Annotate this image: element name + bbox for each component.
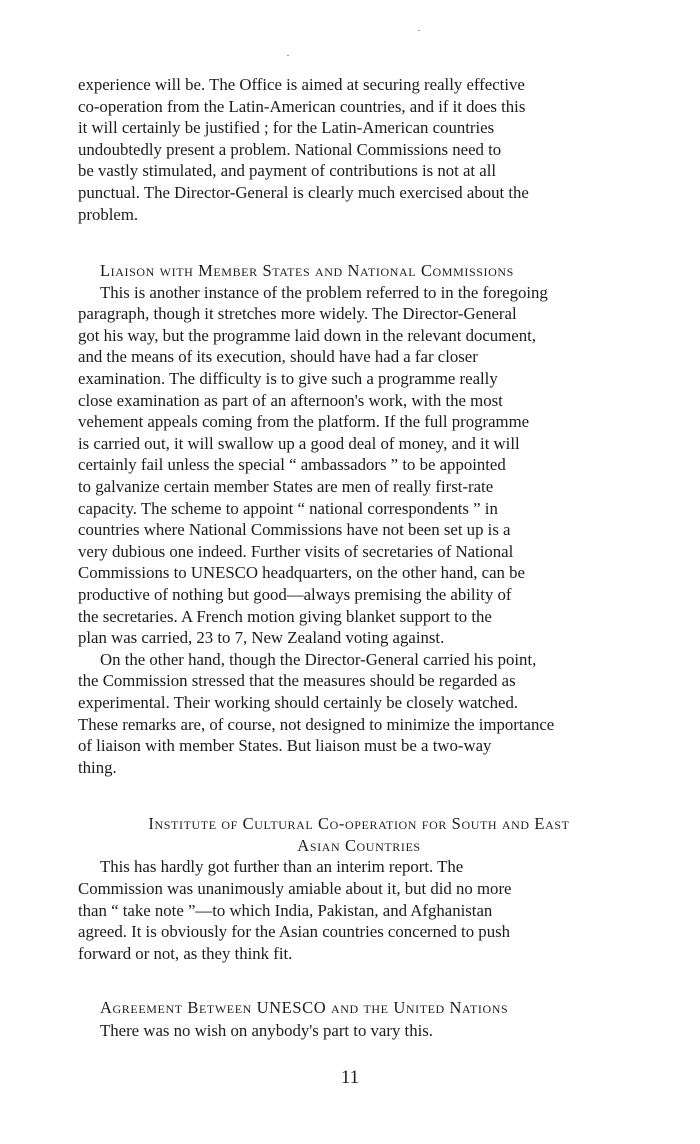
heading-line: Institute of Cultural Co-operation for South and East: [148, 814, 570, 834]
paragraph-liaison-2: [78, 649, 640, 779]
text-line: problem.: [78, 204, 139, 224]
text-line: the secretaries. A French motion giving blanket support to the: [78, 606, 492, 626]
text-line: certainly fail unless the special “ ambassadors ” to be appointed: [78, 455, 506, 475]
text-line: agreed. It is obviously for the Asian countries concerned to push: [78, 922, 511, 942]
text-line: the Commission stressed that the measures should be regarded as: [78, 671, 516, 691]
text-line: close examination as part of an afternoon's work, with the most: [78, 390, 503, 410]
text-line: undoubtedly present a problem. National Commissions need to: [78, 139, 502, 159]
paragraph-liaison-1: [78, 282, 640, 649]
text-line: paragraph, though it stretches more widely. The Director-General: [78, 304, 517, 324]
text-line: countries where National Commissions have not been set up is a: [78, 520, 511, 540]
paragraph-agreement: There was no wish on anybody's part to vary this.: [100, 1020, 433, 1040]
speck-mark: [287, 55, 289, 56]
text-line: punctual. The Director-General is clearly much exercised about the: [78, 182, 529, 202]
text-line: vehement appeals coming from the platform. If the full programme: [78, 412, 530, 432]
page-number: 11: [340, 1067, 360, 1088]
text-line: Commission was unanimously amiable about it, but did no more: [78, 878, 512, 898]
text-line: is carried out, it will swallow up a good deal of money, and it will: [78, 433, 520, 453]
text-line: co-operation from the Latin-American countries, and if it does this: [78, 96, 526, 116]
heading-line: Asian Countries: [297, 835, 421, 855]
text-line: got his way, but the programme laid down in the relevant document,: [78, 325, 536, 345]
text-line: These remarks are, of course, not designed to minimize the importance: [78, 714, 555, 734]
text-line: This is another instance of the problem referred to in the foregoing: [100, 282, 548, 302]
text-line: to galvanize certain member States are men of really first-rate: [78, 477, 494, 496]
text-line: and the means of its execution, should have had a far closer: [78, 347, 478, 367]
speck-mark: [418, 30, 420, 31]
text-line: be vastly stimulated, and payment of contributions is not at all: [78, 161, 497, 181]
text-line: very dubious one indeed. Further visits of secretaries of National: [78, 541, 514, 561]
section-heading-agreement: Agreement Between UNESCO and the United Nations: [100, 998, 509, 1018]
text-line: This has hardly got further than an interim report. The: [100, 857, 464, 877]
text-line: capacity. The scheme to appoint “ national correspondents ” in: [78, 498, 498, 518]
text-line: of liaison with member States. But liaison must be a two-way: [78, 736, 492, 756]
text-line: thing.: [78, 757, 117, 777]
text-line: plan was carried, 23 to 7, New Zealand voting against.: [78, 628, 445, 648]
text-line: experimental. Their working should certainly be closely watched.: [78, 692, 519, 712]
section-heading-liaison: Liaison with Member States and National Commissions: [100, 261, 514, 281]
text-line: On the other hand, though the Director-General carried his point,: [100, 649, 537, 669]
text-line: Commissions to UNESCO headquarters, on the other hand, can be: [78, 563, 525, 583]
text-line: it will certainly be justified ; for the Latin-American countries: [78, 118, 495, 138]
text-line: than “ take note ”—to which India, Pakistan, and Afghanistan: [78, 900, 493, 920]
paragraph-intro: [78, 74, 640, 225]
text-line: forward or not, as they think fit.: [78, 943, 293, 963]
paragraph-institute: [78, 856, 640, 964]
text-line: examination. The difficulty is to give such a programme really: [78, 369, 498, 389]
page-body: [78, 74, 640, 1041]
text-line: experience will be. The Office is aimed at securing really effective: [78, 75, 525, 94]
text-line: productive of nothing but good—always premising the ability of: [78, 584, 512, 604]
section-heading-institute: [78, 813, 640, 856]
